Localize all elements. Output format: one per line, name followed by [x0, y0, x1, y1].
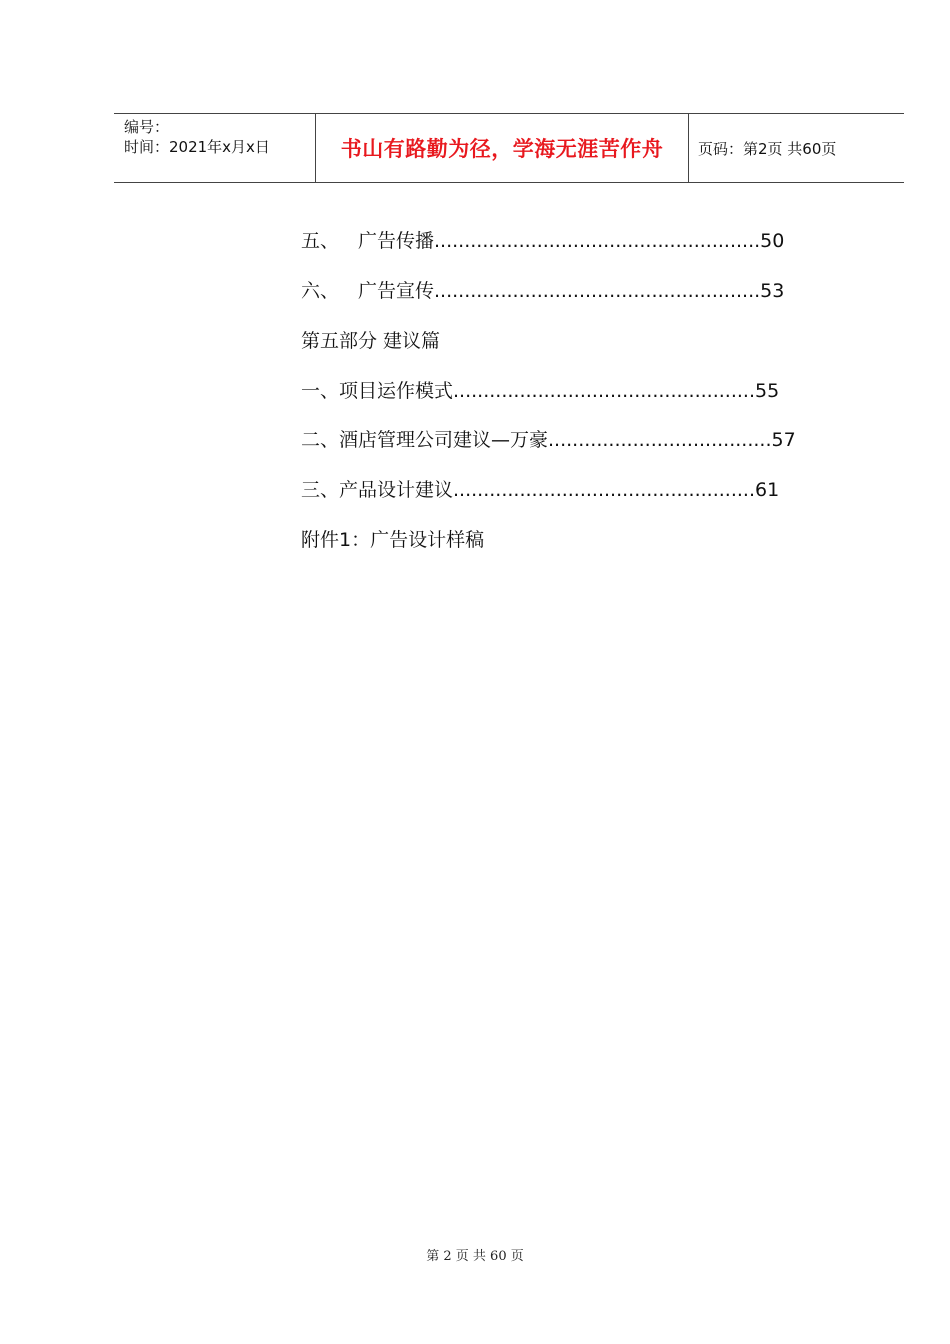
toc-entry-title: 广告宣传	[358, 280, 435, 302]
header-motto: 书山有路勤为径，学海无涯苦作舟	[315, 114, 689, 182]
toc-entry-leader: ......................................................	[434, 230, 761, 252]
toc-entry[interactable]	[301, 278, 784, 304]
toc-entry-leader: ..................................................	[453, 380, 755, 402]
toc-entry[interactable]	[301, 427, 796, 453]
toc-entry-title: 一、项目运作模式	[301, 380, 454, 402]
toc-entry-title: 三、产品设计建议	[301, 479, 454, 501]
toc-entry-page: 50	[760, 230, 785, 252]
toc-entry[interactable]	[301, 477, 779, 503]
toc-entry-number: 五、	[301, 230, 340, 252]
toc-entry-page: 61	[755, 479, 780, 501]
toc-entry-title: 二、酒店管理公司建议—万豪	[301, 429, 549, 451]
serial-label: 编号：	[124, 118, 170, 136]
toc-entry-leader: ..................................................	[453, 479, 755, 501]
page-header	[114, 113, 904, 183]
header-page-label: 页码：第2页 共60页	[698, 140, 837, 158]
toc-entry-title: 广告传播	[358, 230, 435, 252]
toc-entry-page: 57	[771, 429, 796, 451]
toc-entry[interactable]	[301, 228, 784, 254]
page-footer: 第 2 页 共 60 页	[426, 1249, 524, 1264]
toc-entry-page: 55	[755, 380, 780, 402]
toc-entry[interactable]	[301, 527, 484, 553]
toc-entry-title: 附件1：广告设计样稿	[301, 529, 485, 551]
toc-entry-leader: .....................................	[548, 429, 772, 451]
header-info	[124, 117, 270, 157]
toc-entry-title: 第五部分 建议篇	[301, 330, 441, 352]
toc-entry-leader: ......................................................	[434, 280, 761, 302]
time-label: 时间：2021年x月x日	[124, 138, 270, 156]
toc-section-heading[interactable]	[301, 328, 440, 354]
toc-entry-number: 六、	[301, 280, 340, 302]
toc-entry[interactable]	[301, 378, 779, 404]
toc-entry-page: 53	[760, 280, 785, 302]
